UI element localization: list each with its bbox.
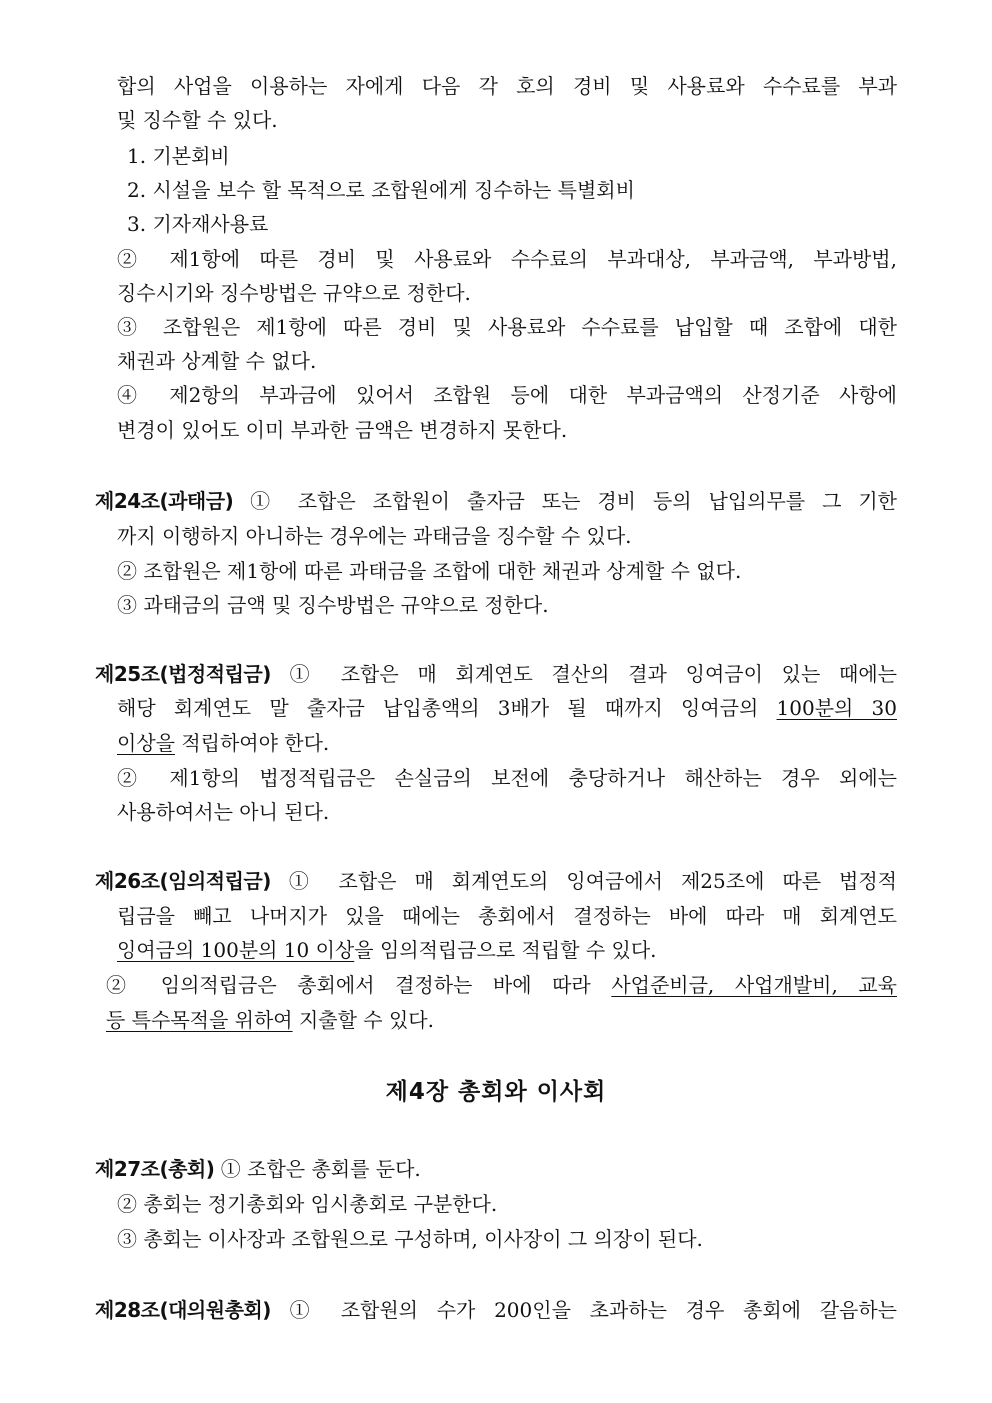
list-item-3: 3. 기자재사용료 (127, 212, 269, 236)
article-26-underlined-purposes: 사업준비금, 사업개발비, 교육 (611, 973, 897, 997)
article-28-text: ① 조합원의 수가 200인을 초과하는 경우 총회에 갈음하는 (270, 1298, 897, 1322)
article-25-paragraph-2-line-1: ② 제1항의 법정적립금은 손실금의 보전에 충당하거나 해산하는 경우 외에는 (117, 766, 897, 790)
article-26-heading: 제26조(임의적립금) (95, 869, 271, 893)
paragraph-2-line-2: 징수시기와 징수방법은 규약으로 정한다. (117, 281, 471, 305)
article-24-paragraph-2: ② 조합원은 제1항에 따른 과태금을 조합에 대한 채권과 상계할 수 없다. (117, 559, 742, 583)
article-27-paragraph-2: ② 총회는 정기총회와 임시총회로 구분한다. (117, 1192, 498, 1216)
article-28-heading: 제28조(대의원총회) (95, 1298, 271, 1322)
article-25-paragraph-2-line-2: 사용하여서는 아니 된다. (117, 800, 330, 824)
paragraph-3-line-2: 채권과 상계할 수 없다. (117, 349, 317, 373)
article-24-text: ① 조합은 조합원이 출자금 또는 경비 등의 납입의무를 그 기한 (233, 489, 897, 513)
article-26-line-3 (117, 933, 657, 967)
paragraph-1-line-1: 합의 사업을 이용하는 자에게 다음 각 호의 경비 및 사용료와 수수료를 부과 (117, 74, 897, 98)
article-25-line-3 (117, 726, 329, 760)
article-26-line-2: 립금을 빼고 나머지가 있을 때에는 총회에서 결정하는 바에 따라 매 회계연도 (117, 904, 897, 928)
article-26-text: ① 조합은 매 회계연도의 잉여금에서 제25조에 따른 법정적 (270, 869, 897, 893)
article-26-line-3-text: 을 임의적립금으로 적립할 수 있다. (354, 938, 657, 962)
article-27-text: ① 조합은 총회를 둔다. (214, 1157, 421, 1181)
article-25-line-2 (117, 691, 897, 725)
article-24-line-1 (95, 484, 897, 518)
paragraph-4-line-1: ④ 제2항의 부과금에 있어서 조합원 등에 대한 부과금액의 산정기준 사항에 (117, 383, 897, 407)
article-26-line-1 (95, 864, 897, 898)
paragraph-3-line-1: ③ 조합원은 제1항에 따른 경비 및 사용료와 수수료를 납입할 때 조합에 대한 (117, 315, 897, 339)
article-25-line-3-text: 적립하여야 한다. (174, 731, 330, 755)
article-26-paragraph-2-text: ② 임의적립금은 총회에서 결정하는 바에 따라 (106, 973, 612, 997)
article-25-underlined-ratio: 100분의 30 (776, 696, 897, 720)
article-24-line-2: 까지 이행하지 아니하는 경우에는 과태금을 징수할 수 있다. (117, 524, 632, 548)
article-26-underlined-ratio: 잉여금의 100분의 10 이상 (117, 938, 355, 962)
article-25-underlined-more: 이상을 (117, 731, 175, 755)
article-26-paragraph-2-line-2 (106, 1003, 434, 1037)
article-26-paragraph-2-line-1 (106, 968, 897, 1002)
paragraph-1-line-2: 및 징수할 수 있다. (117, 108, 278, 132)
article-25-line-1 (95, 657, 897, 691)
article-25-text: ① 조합은 매 회계연도 결산의 결과 잉여금이 있는 때에는 (270, 662, 897, 686)
article-24-heading: 제24조(과태금) (95, 489, 234, 513)
paragraph-2-line-1: ② 제1항에 따른 경비 및 사용료와 수수료의 부과대상, 부과금액, 부과방법, (117, 247, 897, 271)
article-24-paragraph-3: ③ 과태금의 금액 및 징수방법은 규약으로 정한다. (117, 593, 549, 617)
article-28-line-1 (95, 1293, 897, 1327)
article-27-paragraph-3: ③ 총회는 이사장과 조합원으로 구성하며, 이사장이 그 의장이 된다. (117, 1227, 703, 1251)
article-25-line-2-text: 해당 회계연도 말 출자금 납입총액의 3배가 될 때까지 잉여금의 (117, 696, 777, 720)
article-27-line-1 (95, 1152, 421, 1186)
list-item-2: 2. 시설을 보수 할 목적으로 조합원에게 징수하는 특별회비 (127, 178, 635, 202)
article-27-heading: 제27조(총회) (95, 1157, 215, 1181)
article-26-underlined-special: 등 특수목적을 위하여 (106, 1008, 293, 1032)
article-25-heading: 제25조(법정적립금) (95, 662, 271, 686)
paragraph-4-line-2: 변경이 있어도 이미 부과한 금액은 변경하지 못한다. (117, 418, 568, 442)
chapter-title: 제4장 총회와 이사회 (385, 1079, 607, 1105)
list-item-1: 1. 기본회비 (127, 144, 230, 168)
article-26-paragraph-2-end: 지출할 수 있다. (292, 1008, 434, 1032)
